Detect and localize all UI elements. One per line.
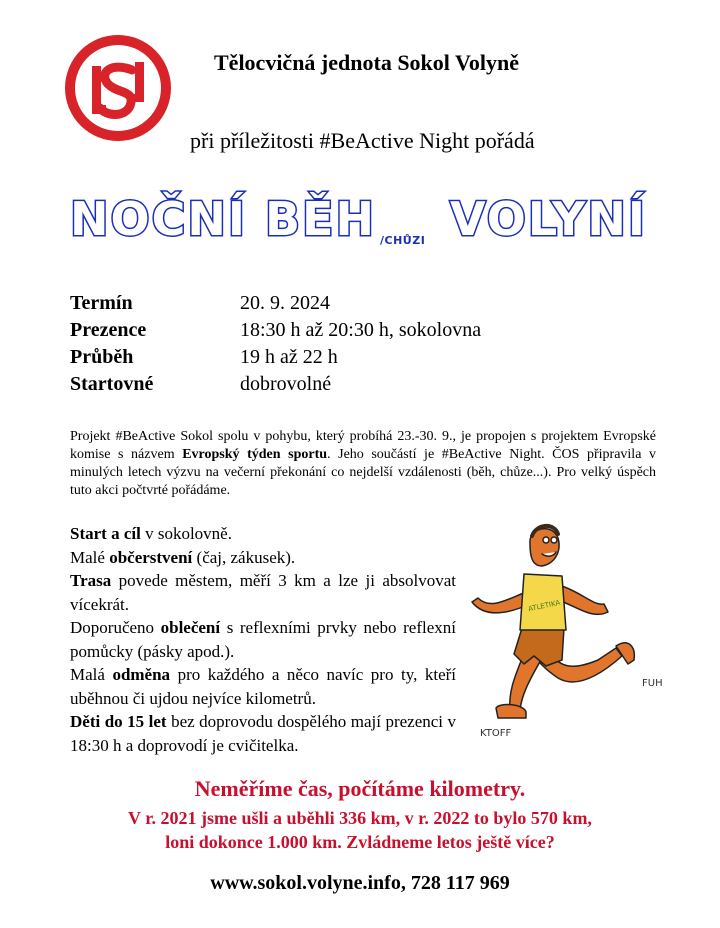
organization-title: Tělocvičná jednota Sokol Volyně: [214, 50, 519, 75]
list-text: bez doprovodu dospělého mají prezenci v 18:30 h a doprovodí je cvičitelka.: [70, 712, 456, 755]
info-row-course: [70, 346, 481, 373]
info-value: 18:30 h až 20:30 h, sokolovna: [240, 319, 482, 341]
sokol-logo: [62, 32, 174, 144]
list-bold: Start a cíl: [70, 524, 141, 543]
event-info-table: [70, 292, 481, 400]
signature-text: KTOFF: [480, 728, 512, 739]
list-bold: Děti do 15 let: [70, 712, 167, 731]
headline-small: /CHŮZI: [380, 234, 426, 247]
stats-text: [0, 806, 720, 854]
list-text: s reflexními prvky nebo reflexní pomůcky (pásky apod.).: [70, 618, 456, 661]
info-label: Termín: [70, 292, 133, 314]
info-row-date: [70, 292, 481, 319]
list-text: (čaj, zákusek).: [192, 547, 296, 567]
project-description: [70, 428, 656, 500]
contact-footer: [0, 872, 720, 895]
list-text: Malé: [70, 547, 110, 567]
info-label: Prezence: [70, 319, 147, 341]
list-item: [70, 663, 456, 710]
list-item: [70, 569, 456, 616]
list-text: Doporučeno: [70, 618, 161, 637]
runner-illustration: [466, 520, 676, 742]
list-item: [70, 546, 456, 570]
info-label: Startovné: [70, 373, 154, 395]
website-link[interactable]: www.sokol.volyne.info,: [210, 872, 406, 894]
headline-part2: VOLYNÍ: [450, 192, 647, 246]
event-subtitle: při příležitosti #BeActive Night pořádá: [190, 128, 535, 153]
list-item: [70, 522, 456, 546]
info-row-fee: [70, 373, 481, 400]
list-item: [70, 616, 456, 663]
para-text-1: Projekt #BeActive Sokol spolu v pohybu, který probíhá 23.-30. 9., je propojen s projektem Evropské komise s názvem: [70, 429, 656, 462]
list-bold: odměna: [112, 665, 171, 684]
list-text: Malá: [70, 665, 113, 684]
list-text: pro každého a něco navíc pro ty, kteří uběhnou či ujdou nejvíce kilometrů.: [70, 665, 456, 708]
slogan: Neměříme čas, počítáme kilometry.: [194, 776, 526, 801]
list-text: v sokolovně.: [140, 524, 232, 543]
list-bold: oblečení: [160, 618, 221, 637]
list-bold: občerstvení: [109, 547, 193, 567]
phone-number[interactable]: 728 117 969: [410, 872, 510, 894]
stats-line: loni dokonce 1.000 km. Zvládneme letos ještě více?: [165, 832, 555, 852]
info-row-registration: [70, 319, 481, 346]
stats-line: V r. 2021 jsme ušli a uběhli 336 km, v r. 2022 to bylo 570 km,: [128, 808, 592, 828]
para-text-2: . Jeho součástí je #BeActive Night. ČOS připravila v minulých letech výzvu na večerní překonání co nejdelší vzdálenosti (běh, chůze...). Pro velký úspěch tuto akci počtvrté pořádáme.: [70, 447, 656, 498]
exclamation-text: FUH: [642, 678, 663, 689]
event-details-list: [70, 522, 456, 757]
headline-part1: NOČNÍ BĚH: [70, 192, 376, 246]
info-value: dobrovolné: [240, 373, 332, 395]
event-headline: [70, 192, 670, 252]
para-bold: Evropský týden sportu: [182, 447, 328, 462]
list-item: [70, 710, 456, 757]
info-value: 19 h až 22 h: [240, 346, 338, 368]
info-label: Průběh: [70, 346, 134, 368]
info-value: 20. 9. 2024: [240, 292, 330, 314]
shirt-text: ATLETIKA: [527, 598, 561, 614]
list-bold: Trasa: [70, 571, 112, 590]
list-text: povede městem, měří 3 km a lze ji absolvovat vícekrát.: [70, 571, 456, 614]
